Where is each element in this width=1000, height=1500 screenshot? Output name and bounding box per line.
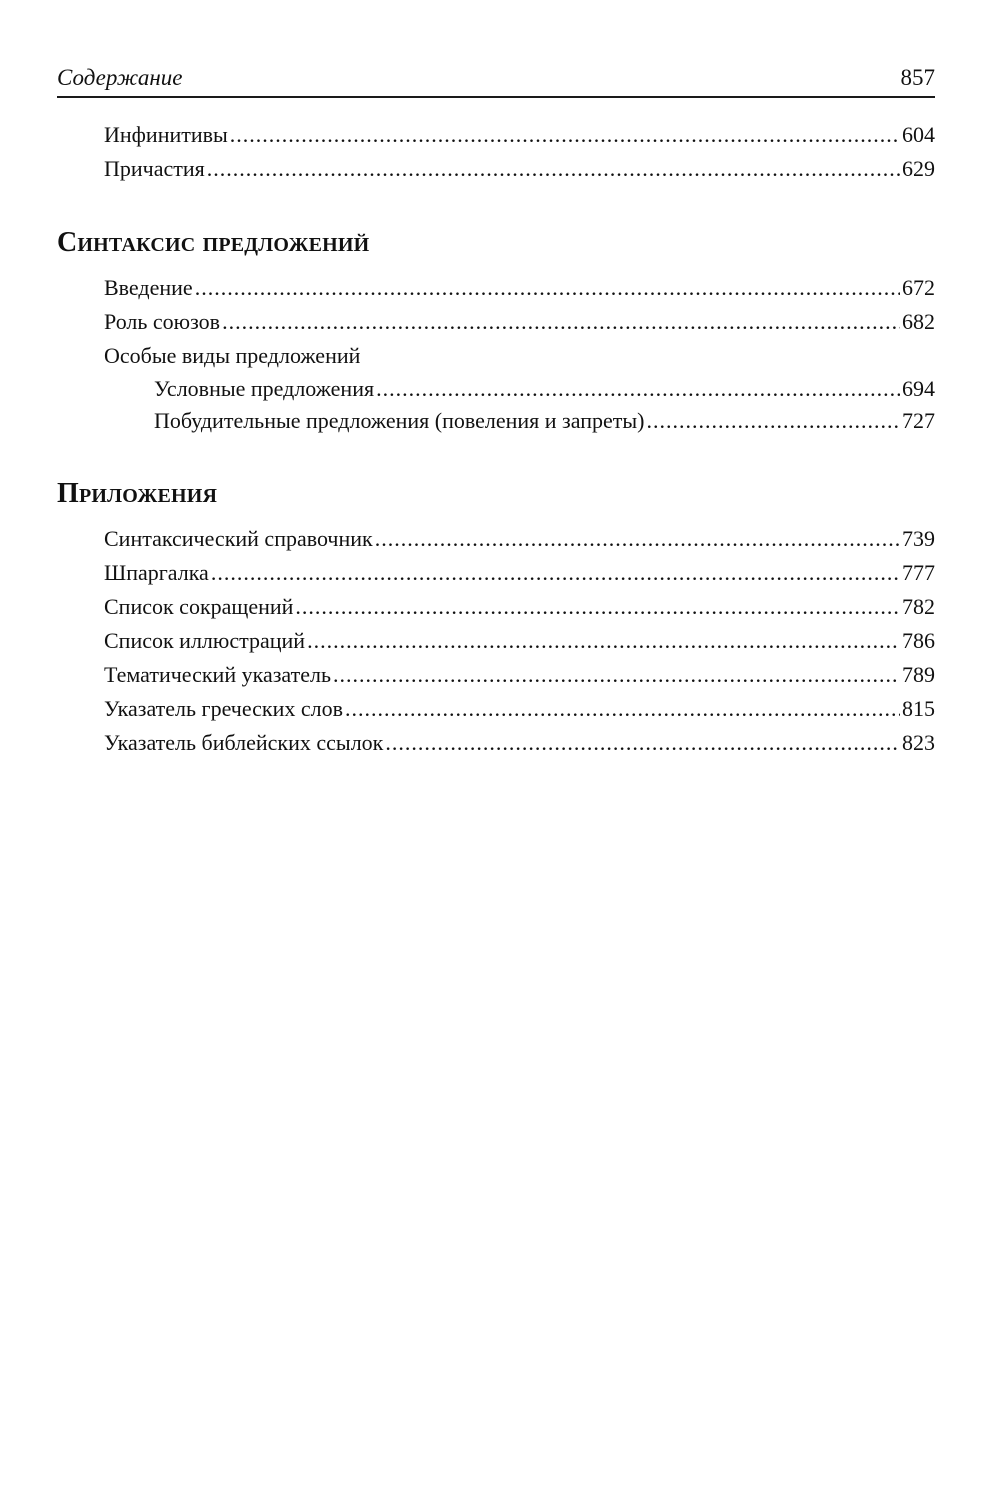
toc-entry-page: 782 [902,594,935,619]
dot-leader [333,660,900,690]
toc-entry-title: Причастия [104,156,205,181]
toc-entry-page: 815 [902,696,935,721]
toc-entry[interactable] [104,660,935,690]
toc-entry-title: Указатель греческих слов [104,696,344,721]
running-header [57,62,935,98]
toc-entry-title: Список сокращений [104,594,294,619]
toc-entry-title: Введение [104,275,193,300]
toc-entry-page: 777 [902,560,935,585]
dot-leader [646,406,900,436]
toc-entry-page: 682 [902,309,935,334]
toc-entry-page: 672 [902,275,935,300]
dot-leader [207,154,900,184]
toc-entry-page: 694 [902,376,935,401]
toc-entry[interactable] [104,273,935,303]
dot-leader [307,626,900,656]
toc-entry-title: Список иллюстраций [104,628,306,653]
toc-entry-page: 629 [902,156,935,181]
toc-entry-title: Роль союзов [104,309,221,334]
toc-entry[interactable] [104,558,935,588]
toc-entry[interactable] [104,592,935,622]
dot-leader [385,728,900,758]
toc-entry[interactable] [104,626,935,656]
toc-entry-title: Инфинитивы [104,122,228,147]
section-heading-syntax[interactable]: Синтаксис предложений [57,227,370,258]
toc-entry-page: 727 [902,408,935,433]
toc-entry[interactable] [104,728,935,758]
toc-entry-page: 789 [902,662,935,687]
toc-entry-title: Шпаргалка [104,560,209,585]
toc-entry-page: 823 [902,730,935,755]
toc-entry-title: Условные предложения [154,376,375,401]
dot-leader [222,307,900,337]
toc-entry-title: Побудительные предложения (повеления и запреты) [154,408,645,433]
dot-leader [195,273,900,303]
section-heading-appendices[interactable]: Приложения [57,478,218,509]
toc-subentry[interactable] [154,406,935,436]
dot-leader [230,120,900,150]
dot-leader [295,592,900,622]
toc-entry-page: 604 [902,122,935,147]
running-title: Содержание [57,65,183,90]
toc-entry[interactable] [104,524,935,554]
page-number: 857 [900,65,935,90]
toc-entry[interactable] [104,307,935,337]
dot-leader [376,374,900,404]
toc-subentry[interactable] [154,374,935,404]
toc-group-title[interactable]: Особые виды предложений [104,343,361,368]
dot-leader [375,524,900,554]
toc-entry[interactable] [104,694,935,724]
toc-entry-title: Тематический указатель [104,662,331,687]
toc-entry[interactable] [104,120,935,150]
toc-entry-title: Синтаксический справочник [104,526,373,551]
toc-entry-title: Указатель библейских ссылок [104,730,384,755]
toc-entry[interactable] [104,154,935,184]
toc-entry-page: 786 [902,628,935,653]
dot-leader [211,558,900,588]
dot-leader [345,694,900,724]
toc-entry-page: 739 [902,526,935,551]
